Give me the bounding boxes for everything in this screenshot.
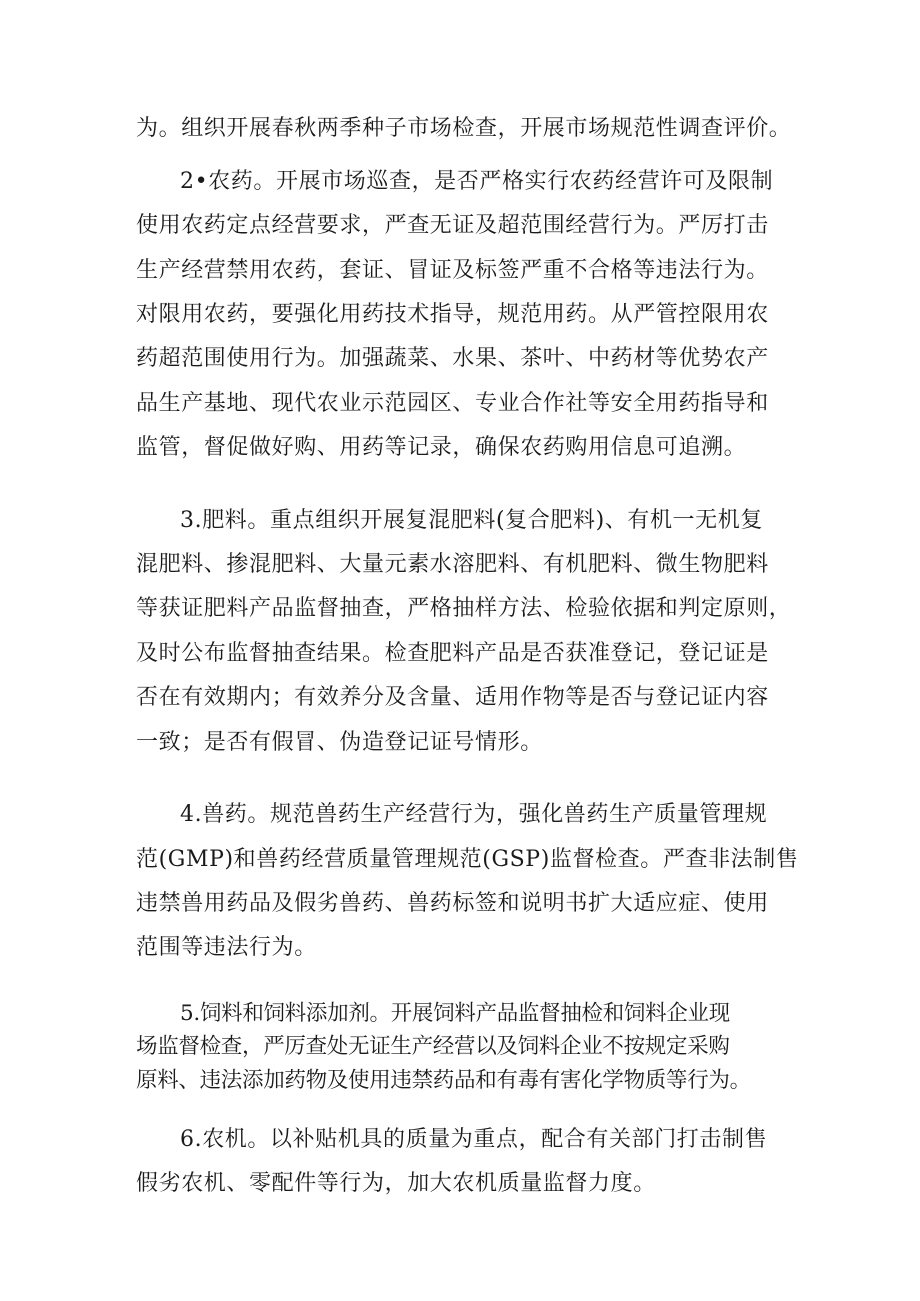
text-line: 一致；是否有假冒、伪造登记证号情形。 <box>136 730 543 755</box>
text-line: 品生产基地、现代农业示范园区、专业合作社等安全用药指导和 <box>136 391 769 416</box>
text-line: 药超范围使用行为。加强蔬菜、水果、茶叶、中药材等优势农产 <box>136 346 769 371</box>
text-line: 5.饲料和饲料添加剂。开展饲料产品监督抽检和饲料企业现 <box>180 1001 730 1026</box>
text-line: 监管，督促做好购、用药等记录，确保农药购用信息可追溯。 <box>136 435 747 460</box>
text-line: 原料、违法添加药物及使用违禁药品和有毒有害化学物质等行为。 <box>136 1068 751 1093</box>
text-line: 场监督检查，严厉查处无证生产经营以及饲料企业不按规定采购 <box>136 1034 730 1059</box>
text-line: 2•农药。开展市场巡查，是否严格实行农药经营许可及限制 <box>180 169 774 194</box>
text-line: 混肥料、掺混肥料、大量元素水溶肥料、有机肥料、微生物肥料 <box>136 552 769 577</box>
text-line: 否在有效期内；有效养分及含量、适用作物等是否与登记证内容 <box>136 685 769 710</box>
text-line: 假劣农机、零配件等行为，加大农机质量监督力度。 <box>136 1171 656 1196</box>
text-line: 及时公布监督抽查结果。检查肥料产品是否获准登记，登记证是 <box>136 641 769 666</box>
text-line: 违禁兽用药品及假劣兽药、兽药标签和说明书扩大适应症、使用 <box>136 891 769 916</box>
text-line: 范围等违法行为。 <box>136 935 317 960</box>
text-line: 范(GMP)和兽药经营质量管理规范(GSP)监督检查。严查非法制售 <box>136 847 799 872</box>
text-line: 对限用农药，要强化用药技术指导，规范用药。从严管控限用农 <box>136 302 769 327</box>
text-line: 使用农药定点经营要求，严查无证及超范围经营行为。严厉打击 <box>136 213 769 238</box>
text-line: 4.兽药。规范兽药生产经营行为，强化兽药生产质量管理规 <box>180 802 768 827</box>
text-line: 为。组织开展春秋两季种子市场检查，开展市场规范性调查评价。 <box>136 116 792 141</box>
text-line: 6.农机。以补贴机具的质量为重点，配合有关部门打击制售 <box>180 1127 768 1152</box>
text-line: 生产经营禁用农药，套证、冒证及标签严重不合格等违法行为。 <box>136 258 769 283</box>
text-line: 3.肥料。重点组织开展复混肥料(复合肥料)、有机一无机复 <box>180 508 763 533</box>
text-line: 等获证肥料产品监督抽查，严格抽样方法、检验依据和判定原则， <box>136 596 792 621</box>
